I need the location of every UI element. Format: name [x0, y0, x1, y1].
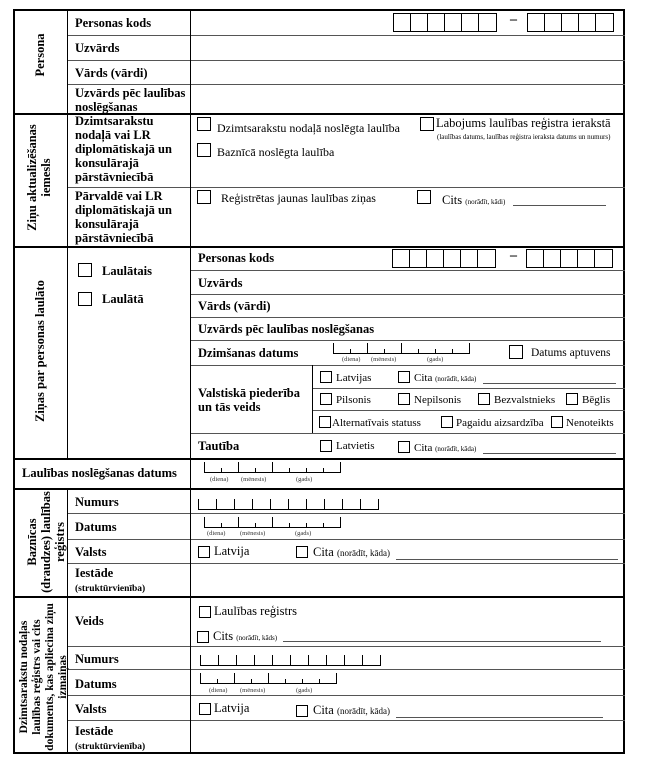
code-separator: –: [510, 248, 517, 263]
option-approx-date: Datums aptuvens: [531, 347, 611, 359]
marriage-date-year-label: (gads): [296, 476, 313, 483]
church-date-input[interactable]: [204, 517, 341, 528]
checkbox-beglis[interactable]: [566, 393, 578, 405]
section-title-church-register: Baznīcas (draudzes) laulības reģistrs: [25, 491, 67, 593]
checkbox-nepilsonis[interactable]: [398, 393, 410, 405]
option-alternativais: Alternatīvais statuss: [332, 417, 421, 429]
section-title-reason: Ziņu aktualizēšanas iemesls: [25, 124, 53, 231]
code-separator: –: [510, 12, 517, 27]
cita-nationality-input[interactable]: [483, 453, 616, 454]
divider: [13, 596, 625, 598]
checkbox-pagaidu[interactable]: [441, 416, 453, 428]
option-bezvalstnieks: Bezvalstnieks: [494, 394, 556, 406]
checkbox-husband[interactable]: [78, 263, 92, 277]
option-latvietis: Latvietis: [336, 440, 375, 452]
label-doc-institution: Iestāde (struktūrvienība): [75, 724, 146, 752]
divider: [190, 340, 625, 341]
spouse-uzvards-input[interactable]: [260, 271, 623, 293]
birth-date-day-label: (diena): [342, 356, 361, 363]
church-cita-input[interactable]: [396, 559, 618, 560]
divider: [312, 388, 625, 389]
personal-code-part1-input[interactable]: [393, 13, 497, 32]
spouse-uzvards-pec-input[interactable]: [420, 318, 623, 339]
spouse-code-part2-input[interactable]: [526, 249, 613, 268]
option-cita-nationality: Cita (norādīt, kāda): [414, 442, 477, 454]
option-other-reason: Cits (norādīt, kādi): [442, 193, 506, 207]
label-doc-country: Valsts: [75, 702, 107, 716]
label-uzvards: Uzvārds: [75, 41, 120, 55]
checkbox-approx-date[interactable]: [509, 345, 523, 359]
checkbox-laulibas-registrs[interactable]: [199, 606, 211, 618]
spouse-vards-input[interactable]: [290, 295, 623, 316]
church-number-input[interactable]: [198, 499, 379, 510]
label-birth-date: Dzimšanas datums: [198, 346, 299, 360]
divider: [190, 246, 191, 458]
option-doc-cits: Cits (norādīt, kāds): [213, 629, 278, 643]
cita-citizenship-input[interactable]: [483, 383, 616, 384]
doc-cits-input[interactable]: [283, 641, 601, 642]
checkbox-wife[interactable]: [78, 292, 92, 306]
label-reason-row2: Pārvaldē vai LR diplomātiskajā un konsulārajā pārstāvniecībā: [75, 189, 172, 245]
label-doc-number: Numurs: [75, 652, 119, 666]
church-date-month-label: (mēnesis): [240, 530, 266, 537]
checkbox-doc-latvija[interactable]: [199, 703, 211, 715]
birth-date-input[interactable]: [333, 343, 470, 354]
label-spouse-uzvards-pec: Uzvārds pēc laulības noslēgšanas: [198, 322, 375, 336]
option-church-cita: Cita (norādīt, kāda): [313, 545, 390, 559]
divider: [67, 695, 625, 696]
label-marriage-date: Laulības noslēgšanas datums: [22, 466, 177, 480]
section-title-registry-doc: Dzimtsarakstu nodaļas laulības reģistrs vai cits dokuments, kas apliecina ziņu izmaiņas: [18, 603, 69, 751]
checkbox-bezvalstnieks[interactable]: [478, 393, 490, 405]
label-citizenship: Valstiskā piederība un tās veids: [198, 386, 300, 414]
divider: [67, 646, 625, 647]
option-registry-marriage: Dzimtsarakstu nodaļā noslēgta laulība: [217, 121, 400, 135]
divider: [312, 410, 625, 411]
option-wife: Laulātā: [102, 292, 144, 306]
divider: [190, 458, 191, 488]
label-nationality: Tautība: [198, 439, 240, 453]
section-title-persona: Persona: [33, 33, 47, 77]
option-new-info: Reģistrētas jaunas laulības ziņas: [221, 191, 376, 205]
doc-date-day-label: (diena): [209, 687, 228, 694]
label-spouse-uzvards: Uzvārds: [198, 276, 243, 290]
checkbox-pilsonis[interactable]: [320, 393, 332, 405]
church-institution-input[interactable]: [191, 564, 623, 595]
divider: [312, 365, 313, 433]
label-church-country: Valsts: [75, 545, 107, 559]
option-laulibas-registrs: Laulības reģistrs: [214, 604, 297, 618]
doc-institution-input[interactable]: [191, 721, 623, 752]
option-latvijas: Latvijas: [336, 372, 372, 384]
marriage-date-month-label: (mēnesis): [241, 476, 267, 483]
label-personas-kods: Personas kods: [75, 16, 152, 30]
checkbox-church-latvija[interactable]: [198, 546, 210, 558]
checkbox-nenoteikts[interactable]: [551, 416, 563, 428]
vards-input[interactable]: [191, 61, 623, 83]
personal-code-part2-input[interactable]: [527, 13, 614, 32]
label-vards: Vārds (vārdi): [75, 66, 148, 80]
option-doc-latvija: Latvija: [214, 701, 250, 715]
divider: [190, 365, 625, 366]
label-church-date: Datums: [75, 520, 117, 534]
doc-date-year-label: (gads): [296, 687, 313, 694]
checkbox-cita-citizenship[interactable]: [398, 371, 410, 383]
divider: [67, 539, 625, 540]
label-doc-date: Datums: [75, 677, 117, 691]
divider: [67, 669, 625, 670]
marriage-date-day-label: (diena): [210, 476, 229, 483]
option-nenoteikts: Nenoteikts: [566, 417, 614, 429]
label-uzvards-pec: Uzvārds pēc laulības noslēgšanas: [75, 86, 186, 114]
label-church-institution: Iestāde (struktūrvienība): [75, 566, 146, 594]
divider: [190, 488, 191, 754]
church-date-year-label: (gads): [295, 530, 312, 537]
marriage-date-input[interactable]: [204, 462, 341, 473]
birth-date-month-label: (mēnesis): [371, 356, 397, 363]
divider: [13, 488, 625, 490]
divider: [13, 458, 625, 460]
label-church-number: Numurs: [75, 495, 119, 509]
church-date-day-label: (diena): [207, 530, 226, 537]
checkbox-latvijas[interactable]: [320, 371, 332, 383]
option-pilsonis: Pilsonis: [336, 394, 371, 406]
birth-date-year-label: (gads): [427, 356, 444, 363]
checkbox-new-info[interactable]: [197, 190, 211, 204]
option-church-marriage: Baznīcā noslēgta laulība: [217, 145, 335, 159]
divider: [67, 9, 68, 246]
uzvards-pec-input[interactable]: [191, 85, 623, 112]
option-doc-cita: Cita (norādīt, kāda): [313, 703, 390, 717]
divider: [67, 187, 625, 188]
option-correction-note: (laulības datums, laulības reģistra ieraksta datums un numurs): [437, 133, 611, 141]
option-church-latvija: Latvija: [214, 544, 250, 558]
option-cita-citizenship: Cita (norādīt, kāda): [414, 372, 477, 384]
checkbox-correction[interactable]: [420, 117, 434, 131]
option-beglis: Bēglis: [582, 394, 611, 406]
checkbox-church-cita[interactable]: [296, 546, 308, 558]
doc-date-input[interactable]: [200, 673, 337, 684]
checkbox-doc-cita[interactable]: [296, 705, 308, 717]
doc-cita-input[interactable]: [396, 717, 603, 718]
divider: [67, 513, 625, 514]
doc-date-month-label: (mēnesis): [240, 687, 266, 694]
label-spouse-vards: Vārds (vārdi): [198, 299, 271, 313]
checkbox-cita-nationality[interactable]: [398, 441, 410, 453]
label-reason-row1: Dzimtsarakstu nodaļā vai LR diplomātiskajā un konsulārajā pārstāvniecībā: [75, 114, 172, 184]
divider: [190, 433, 625, 434]
label-spouse-personas-kods: Personas kods: [198, 251, 275, 265]
section-title-spouse: Ziņas par personas laulāto: [33, 280, 47, 422]
option-husband: Laulātais: [102, 264, 153, 278]
option-nepilsonis: Nepilsonis: [414, 394, 462, 406]
checkbox-registry-marriage[interactable]: [197, 117, 211, 131]
checkbox-doc-cits[interactable]: [197, 631, 209, 643]
doc-number-input[interactable]: [200, 655, 381, 666]
option-pagaidu: Pagaidu aizsardzība: [456, 417, 544, 429]
divider: [67, 246, 68, 458]
other-reason-input[interactable]: [513, 205, 606, 206]
uzvards-input[interactable]: [191, 36, 623, 59]
checkbox-latvietis[interactable]: [320, 440, 332, 452]
checkbox-church-marriage[interactable]: [197, 143, 211, 157]
option-correction: Labojums laulības reģistra ierakstā: [436, 116, 611, 130]
checkbox-other-reason[interactable]: [417, 190, 431, 204]
checkbox-alternativais[interactable]: [319, 416, 331, 428]
label-doc-type: Veids: [75, 614, 104, 628]
divider: [13, 246, 625, 248]
spouse-code-part1-input[interactable]: [392, 249, 496, 268]
